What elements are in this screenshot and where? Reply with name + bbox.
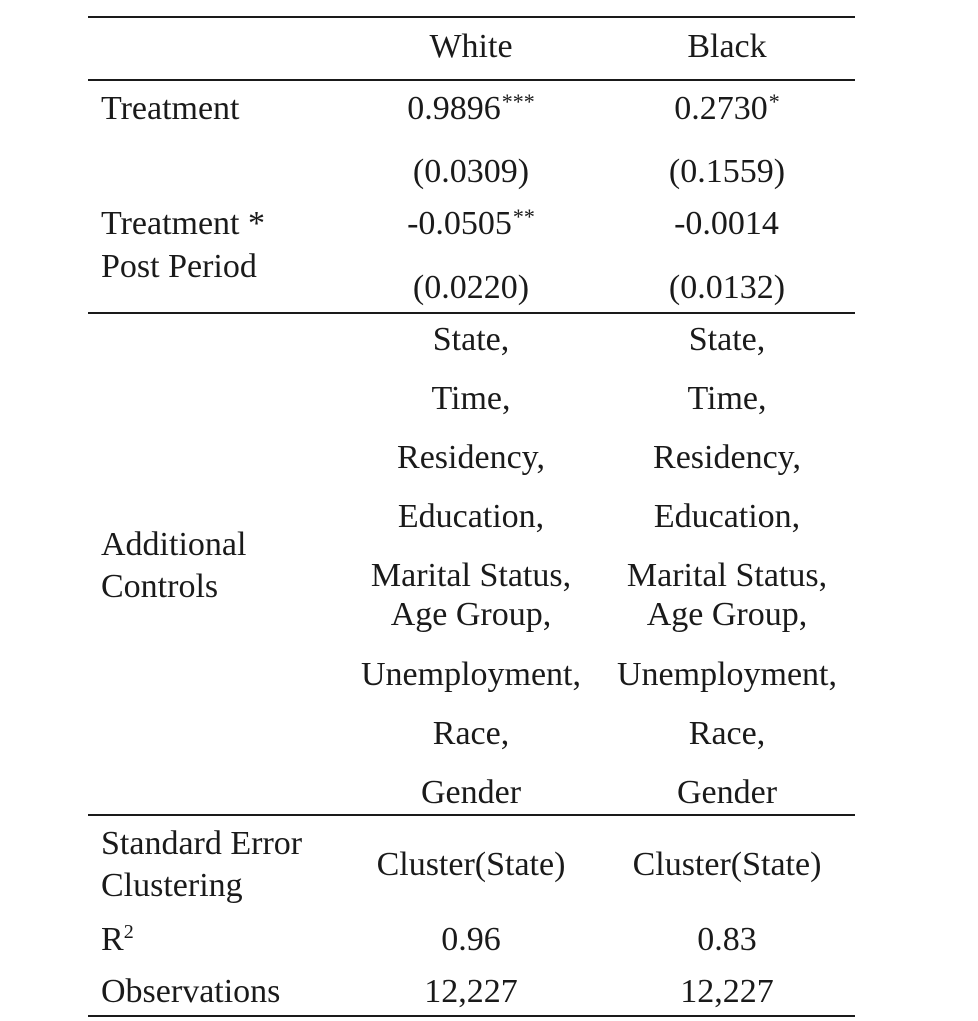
control-item-black: Residency, — [653, 439, 801, 476]
control-item-white: Unemployment, — [360, 656, 582, 693]
interaction-se-white: (0.0220) — [412, 269, 530, 306]
control-item-black: Age Group, — [646, 596, 808, 633]
row-label-controls-line2: Controls — [101, 568, 219, 605]
treatment-se-black: (0.1559) — [668, 153, 786, 190]
significance-stars: ** — [512, 204, 535, 229]
control-item-black: Unemployment, — [616, 656, 838, 693]
r-squared-black: 0.83 — [697, 921, 757, 958]
controls-block-rule — [88, 814, 855, 816]
control-item-white: Time, — [431, 380, 511, 417]
control-item-white: Race, — [432, 715, 510, 752]
control-item-white: Marital Status, — [370, 557, 572, 594]
control-item-black: State, — [688, 321, 766, 358]
significance-stars: *** — [501, 89, 535, 114]
row-label-r-squared: $R^2$ — [101, 921, 134, 958]
column-header-black: Black — [687, 28, 767, 65]
superscript-two: 2 — [123, 921, 134, 943]
r-squared-white: 0.96 — [441, 921, 501, 958]
control-item-black: Education, — [653, 498, 801, 535]
treatment-coef-black: 0.2730* — [674, 89, 780, 127]
control-item-black: Race, — [688, 715, 766, 752]
clustering-black: Cluster(State) — [632, 846, 822, 883]
coef-block-rule — [88, 312, 855, 314]
top-rule — [88, 16, 855, 18]
significance-stars: * — [768, 89, 780, 114]
control-item-white: Residency, — [397, 439, 545, 476]
observations-black: 12,227 — [680, 973, 774, 1010]
bottom-rule — [88, 1015, 855, 1017]
treatment-coef-white: 0.9896*** — [407, 89, 535, 127]
column-header-white: White — [429, 28, 513, 65]
control-item-black: Marital Status, — [626, 557, 828, 594]
control-item-black: Time, — [687, 380, 767, 417]
treatment-se-white: (0.0309) — [412, 153, 530, 190]
row-label-interaction-line2: Post Period — [101, 248, 257, 285]
interaction-coef-black: -0.0014 — [674, 205, 779, 242]
row-label-treatment: Treatment — [101, 90, 240, 127]
row-label-observations: Observations — [101, 973, 281, 1010]
control-item-white: State, — [432, 321, 510, 358]
row-label-controls-line1: Additional — [101, 526, 247, 563]
row-label-interaction-line1: Treatment * — [101, 205, 266, 242]
interaction-se-black: (0.0132) — [668, 269, 786, 306]
control-item-white: Age Group, — [390, 596, 552, 633]
control-item-white: Education, — [397, 498, 545, 535]
clustering-white: Cluster(State) — [376, 846, 566, 883]
interaction-coef-white: -0.0505** — [407, 204, 535, 242]
row-label-clustering-line2: Clustering — [101, 867, 243, 904]
row-label-clustering-line1: Standard Error — [101, 825, 303, 862]
control-item-black: Gender — [676, 774, 778, 811]
header-rule — [88, 79, 855, 81]
observations-white: 12,227 — [424, 973, 518, 1010]
control-item-white: Gender — [420, 774, 522, 811]
